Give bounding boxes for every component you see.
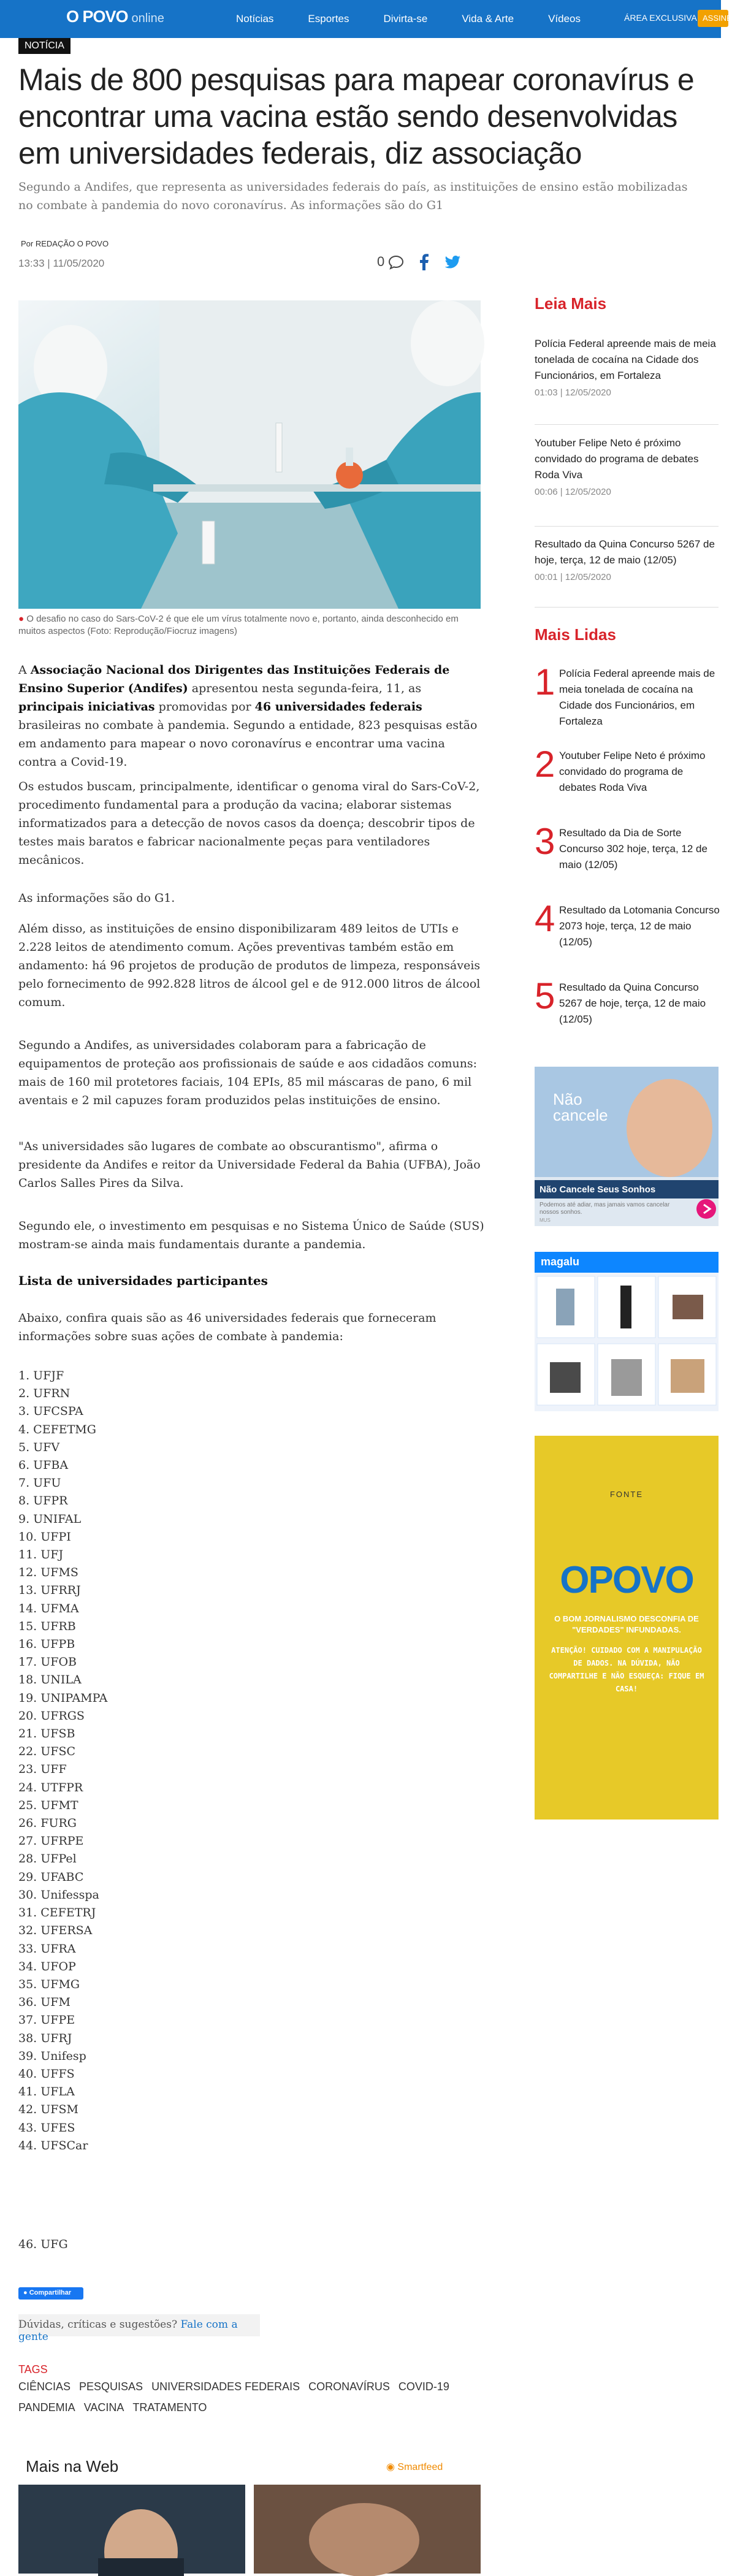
logo-sub-text: online — [131, 12, 164, 25]
university-list-item: 16. UFPB — [18, 1637, 75, 1652]
web-promo-card-1[interactable] — [18, 2485, 245, 2574]
university-list-item: 32. UFERSA — [18, 1924, 93, 1938]
university-list-item: 18. UNILA — [18, 1673, 82, 1687]
university-list-item: 44. UFSCar — [18, 2138, 88, 2152]
leia-mais-item-2[interactable] — [535, 435, 719, 497]
university-list-item: 21. UFSB — [18, 1727, 75, 1741]
article-category-badge: NOTÍCIA — [18, 38, 71, 54]
mais-lidas-item-5[interactable] — [535, 976, 721, 1027]
mais-lidas-item-title: Youtuber Felipe Neto é próximo convidado do programa de debates Roda Viva — [559, 750, 706, 793]
ad-banner-magalu[interactable] — [535, 1252, 719, 1411]
university-list-item: 40. UFFS — [18, 2067, 75, 2081]
university-list-item: 37. UFPE — [18, 2013, 75, 2027]
ad-fonte-text: FONTE — [609, 1490, 644, 1499]
facebook-icon[interactable] — [415, 253, 433, 271]
smartfeed-label: Smartfeed — [397, 2462, 443, 2472]
leia-mais-item-title: Resultado da Quina Concurso 5267 de hoje, terça, 12 de maio (12/05) — [535, 538, 715, 566]
leia-mais-item-title: Youtuber Felipe Neto é próximo convidado do programa de debates Roda Viva — [535, 437, 699, 481]
universities-list — [18, 1367, 107, 2155]
logo-main-text: O POVO — [66, 7, 128, 26]
university-list-item: 33. UFRA — [18, 1942, 76, 1956]
university-list-item: 42. UFSM — [18, 2103, 78, 2117]
divider — [535, 526, 719, 527]
university-list-item: 30. Unifesspa — [18, 1888, 99, 1902]
more-on-web-title: Mais na Web — [26, 2457, 119, 2475]
byline-prefix: Por — [21, 239, 34, 248]
leia-mais-title: Leia Mais — [535, 294, 607, 313]
tag-covid-19[interactable]: COVID-19 — [398, 2380, 449, 2393]
ad-text: Podemos até adiar, mas jamais vamos cancelar nossos sonhos. — [539, 1202, 670, 1216]
mais-lidas-item-1[interactable] — [535, 662, 721, 730]
p1-bold-andifes: Associação Nacional dos Dirigentes das Instituições Federais de Ensino Superior (Andifes) — [18, 663, 450, 695]
social-bar — [377, 253, 471, 271]
university-list-item: 34. UFOP — [18, 1959, 76, 1973]
leia-mais-item-date: 00:06 | 12/05/2020 — [535, 487, 611, 497]
leia-mais-item-title: Polícia Federal apreende mais de meia tonelada de cocaína na Cidade dos Funcionários, em Fortaleza — [535, 338, 716, 381]
paragraph-3: As informações são do G1. — [18, 891, 175, 905]
university-list-item: 25. UFMT — [18, 1798, 78, 1812]
rank-number: 3 — [535, 821, 555, 862]
hero-image-caption — [18, 613, 481, 638]
facebook-share-icon: ● — [23, 2289, 28, 2296]
leia-mais-item-3[interactable] — [535, 536, 719, 582]
university-list-item: 29. UFABC — [18, 1870, 84, 1884]
rank-number: 2 — [535, 744, 555, 785]
tag-universidades-federais[interactable]: UNIVERSIDADES FEDERAIS — [151, 2380, 300, 2393]
university-list-item: 20. UFRGS — [18, 1709, 85, 1723]
mais-lidas-title: Mais Lidas — [535, 625, 616, 644]
rank-number: 5 — [535, 975, 555, 1016]
nav-item-vida-arte[interactable]: Vida & Arte — [462, 13, 514, 25]
byline-author[interactable]: REDAÇÃO O POVO — [35, 239, 109, 248]
universities-list-title: Lista de universidades participantes — [18, 1273, 268, 1288]
rank-number: 4 — [535, 898, 555, 939]
mais-lidas-item-title: Resultado da Quina Concurso 5267 de hoje, terça, 12 de maio (12/05) — [559, 981, 706, 1025]
article-subhead: Segundo a Andifes, que representa as universidades federais do país, as instituições de ensino estão mobilizadas no combate à pandemia do novo coronavírus. As informações são do G1 — [18, 180, 688, 212]
university-list-item: 9. UNIFAL — [18, 1512, 82, 1526]
article-byline — [21, 239, 109, 248]
p1-bold-universities: 46 universidades federais — [254, 700, 422, 714]
article-headline: Mais de 800 pesquisas para mapear coronavírus e encontrar uma vacina estão sendo desenvolvidas em universidades federais, diz associação — [18, 63, 695, 170]
exclusive-area-link[interactable]: ÁREA EXCLUSIVA — [624, 13, 697, 23]
mais-lidas-item-4[interactable] — [535, 899, 721, 950]
subscribe-button[interactable]: ASSINE — [698, 10, 728, 27]
university-list-item: 10. UFPI — [18, 1530, 71, 1544]
mais-lidas-item-2[interactable] — [535, 744, 721, 796]
paragraph-6: "As universidades são lugares de combate ao obscurantismo", afirma o presidente da Andifes e reitor da Universidade Federal da Bahia (UFBA), João Carlos Salles Pires da Silva. — [18, 1140, 481, 1190]
universities-list-intro: Abaixo, confira quais são as 46 universidades federais que forneceram informações sobre suas ações de combate à pandemia: — [18, 1311, 437, 1343]
ad-banner-sonhos[interactable] — [535, 1067, 719, 1226]
facebook-share-button[interactable] — [18, 2287, 83, 2300]
web-promo-card-2[interactable] — [254, 2485, 481, 2574]
ad-opovo-line-2: ATENÇÃO! CUIDADO COM A MANIPULAÇÃO DE DADOS. NA DÚVIDA, NÃO COMPARTILHE E NÃO ESQUEÇA: FIQUE EM CASA! — [549, 1646, 704, 1693]
nav-item-noticias[interactable]: Notícias — [236, 13, 274, 25]
tag-pesquisas[interactable]: PESQUISAS — [79, 2380, 143, 2393]
p1-text-d: promovidas por — [154, 700, 255, 714]
smartfeed-brand[interactable] — [386, 2461, 443, 2473]
university-list-item: 24. UTFPR — [18, 1780, 83, 1794]
p1-text-a: A — [18, 663, 31, 677]
share-label: Compartilhar — [29, 2289, 72, 2296]
mais-lidas-item-title: Polícia Federal apreende mais de meia tonelada de cocaína na Cidade dos Funcionários, em Fortaleza — [559, 668, 715, 727]
university-list-item: 35. UFMG — [18, 1977, 80, 1991]
university-list-item: 22. UFSC — [18, 1745, 76, 1759]
university-list-item: 11. UFJ — [18, 1548, 64, 1562]
university-list-item: 15. UFRB — [18, 1619, 76, 1633]
article-hero-image — [18, 300, 481, 609]
feedback-box — [18, 2314, 260, 2343]
ad-cta: Não Cancele Seus Sonhos — [539, 1184, 656, 1195]
leia-mais-item-date: 00:01 | 12/05/2020 — [535, 572, 611, 582]
nav-item-esportes[interactable]: Esportes — [308, 13, 349, 25]
university-list-item: 5. UFV — [18, 1440, 60, 1454]
university-list-item: 39. Unifesp — [18, 2049, 86, 2063]
university-list-item: 26. FURG — [18, 1816, 77, 1831]
university-list-item: 12. UFMS — [18, 1566, 78, 1580]
site-logo[interactable] — [66, 7, 164, 26]
caption-text: O desafio no caso do Sars-CoV-2 é que ele um vírus totalmente novo e, portanto, ainda desconhecido em muitos aspectos (Foto: Reprodução/Fiocruz imagens) — [18, 614, 459, 636]
ad-brand-magalu: magalu — [541, 1256, 580, 1268]
rank-number: 1 — [535, 661, 555, 703]
divider — [535, 424, 719, 425]
ad-headline: Não cancele — [553, 1090, 608, 1124]
university-list-item: 23. UFF — [18, 1762, 67, 1777]
university-list-item: 19. UNIPAMPA — [18, 1691, 108, 1705]
paragraph-1 — [18, 661, 484, 771]
tags-title: TAGS — [18, 2363, 48, 2376]
nav-item-videos[interactable]: Vídeos — [548, 13, 581, 25]
p1-text-e: brasileiras no combate à pandemia. Segundo a entidade, 823 pesquisas estão em andamento para mapear o novo coronavírus e encontrar uma vacina contra a Covid-19. — [18, 718, 478, 769]
nav-item-divirta-se[interactable]: Divirta-se — [383, 13, 428, 25]
leia-mais-item-1[interactable] — [535, 336, 719, 398]
p1-bold-initiatives: principais iniciativas — [18, 700, 155, 714]
comment-bubble-icon[interactable] — [387, 253, 405, 271]
universities-list-last-item: 46. UFG — [18, 2238, 68, 2251]
smartfeed-icon: ◉ — [386, 2462, 395, 2472]
university-list-item: 28. UFPel — [18, 1852, 77, 1866]
tag-pandemia[interactable]: PANDEMIA — [18, 2401, 75, 2414]
university-list-item: 36. UFM — [18, 1995, 71, 2010]
paragraph-2: Os estudos buscam, principalmente, identificar o genoma viral do Sars-CoV-2, procedimento fundamental para a produção da vacina; elaborar sistemas informatizados para a detecção de novos casos da doença; descobrir tipos de testes mais baratos e fabricar nacionalmente peças para ventiladores mecânicos. — [18, 780, 480, 867]
university-list-item: 4. CEFETMG — [18, 1422, 96, 1436]
article-date: 13:33 | 11/05/2020 — [18, 257, 105, 269]
ad-opovo-logo: OPOVO — [560, 1559, 693, 1601]
tag-ciencias[interactable]: CIÊNCIAS — [18, 2380, 71, 2393]
university-list-item: 8. UFPR — [18, 1494, 68, 1508]
divider — [535, 607, 719, 608]
top-navigation-bar — [0, 0, 732, 38]
university-list-item: 38. UFRJ — [18, 2031, 72, 2045]
university-list-item: 1. UFJF — [18, 1369, 64, 1382]
p1-text-c: apresentou nesta segunda-feira, 11, as — [188, 682, 422, 695]
tag-vacina[interactable]: VACINA — [83, 2401, 124, 2414]
ad-opovo-line-1: O BOM JORNALISMO DESCONFIA DE "VERDADES" INFUNDADAS. — [554, 1614, 699, 1634]
university-list-item: 13. UFRRJ — [18, 1583, 81, 1598]
paragraph-4: Além disso, as instituições de ensino disponibilizaram 489 leitos de UTIs e 2.228 leitos de atendimento comum. Ações preventivas também estão em andamento: há 96 projetos de produção de produtos de limpeza, responsáveis pelo fornecimento de 992.828 litros de álcool gel e de 912.000 litros de álcool comum. — [18, 922, 481, 1009]
tag-tratamento[interactable]: TRATAMENTO — [132, 2401, 207, 2414]
university-list-item: 3. UFCSPA — [18, 1404, 83, 1419]
mais-lidas-item-title: Resultado da Lotomania Concurso 2073 hoje, terça, 12 de maio (12/05) — [559, 904, 720, 948]
paragraph-7: Segundo ele, o investimento em pesquisas e no Sistema Único de Saúde (SUS) mostram-se ainda mais fundamentais durante a pandemia. — [18, 1219, 484, 1251]
main-nav — [236, 0, 615, 38]
camera-icon: ● — [18, 614, 25, 624]
university-list-item: 6. UFBA — [18, 1458, 69, 1473]
ad-brand: MUS — [539, 1218, 551, 1223]
university-list-item: 17. UFOB — [18, 1655, 77, 1669]
university-list-item: 41. UFLA — [18, 2085, 75, 2099]
feedback-text: Dúvidas, críticas e sugestões? — [18, 2319, 178, 2331]
tags-list — [18, 2379, 484, 2420]
leia-mais-item-date: 01:03 | 12/05/2020 — [535, 387, 611, 398]
mais-lidas-item-3[interactable] — [535, 821, 721, 873]
comments-count[interactable]: 0 — [377, 254, 385, 269]
university-list-item: 27. UFRPE — [18, 1834, 84, 1848]
mais-lidas-item-title: Resultado da Dia de Sorte Concurso 302 hoje, terça, 12 de maio (12/05) — [559, 827, 707, 871]
university-list-item: 14. UFMA — [18, 1601, 79, 1615]
university-list-item: 31. CEFETRJ — [18, 1906, 96, 1920]
paragraph-5: Segundo a Andifes, as universidades colaboram para a fabricação de equipamentos de proteção aos profissionais de saúde e aos cidadãos comuns: mais de 160 mil protetores faciais, 104 EPIs, 85 mil máscaras de pano, 6 mil aventais e 2 mil capuzes foram produzidos pelas instituições de ensino. — [18, 1038, 478, 1107]
university-list-item: 2. UFRN — [18, 1387, 71, 1401]
university-list-item: 7. UFU — [18, 1476, 61, 1490]
ad-banner-opovo[interactable] — [535, 1436, 719, 1820]
feedback-link[interactable]: Fale com a gente — [18, 2319, 238, 2343]
twitter-icon[interactable] — [443, 253, 462, 271]
university-list-item: 43. UFES — [18, 2121, 75, 2135]
tag-coronavirus[interactable]: CORONAVÍRUS — [308, 2380, 390, 2393]
